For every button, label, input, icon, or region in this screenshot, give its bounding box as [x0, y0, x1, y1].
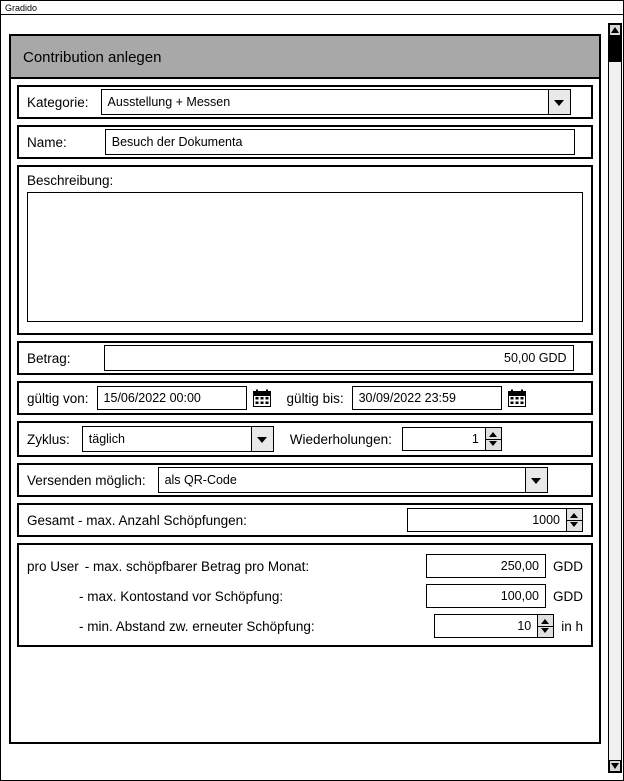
vertical-scrollbar[interactable] [608, 23, 622, 773]
field-row-name [17, 125, 593, 159]
page-title [11, 36, 599, 79]
max-kontostand-unit: GDD [553, 588, 583, 604]
chevron-down-icon[interactable] [251, 427, 273, 451]
min-abstand-value: 10 [517, 619, 532, 633]
window-titlebar [1, 1, 623, 15]
pro-user-line-1-label: - max. schöpfbarer Betrag pro Monat: [84, 558, 310, 574]
wiederholungen-value: 1 [471, 432, 479, 446]
field-row-beschreibung [17, 165, 593, 335]
gesamt-value: 1000 [532, 513, 560, 527]
name-input-value: Besuch der Dokumenta [111, 135, 243, 149]
versenden-selected-value: als QR-Code [164, 473, 237, 487]
calendar-icon-bis[interactable] [508, 389, 526, 407]
versenden-select[interactable] [158, 467, 548, 493]
versenden-label: Versenden möglich: [27, 472, 146, 488]
pro-user-line-3 [27, 611, 583, 641]
max-kontostand-input[interactable] [426, 584, 546, 608]
max-betrag-pro-monat-unit: GDD [553, 558, 583, 574]
name-label: Name: [27, 134, 67, 150]
gueltig-bis-value: 30/09/2022 23:59 [358, 391, 456, 405]
pro-user-line-1 [27, 551, 583, 581]
beschreibung-label: Beschreibung: [27, 173, 114, 188]
betrag-value: 50,00 GDD [504, 351, 567, 365]
pro-user-line-2-label: - max. Kontostand vor Schöpfung: [79, 588, 284, 604]
gueltig-von-input[interactable] [97, 386, 247, 410]
field-group-pro-user [17, 543, 593, 647]
kategorie-label: Kategorie: [27, 94, 89, 110]
field-row-gesamt [17, 503, 593, 537]
window-body [1, 16, 623, 781]
chevron-down-icon[interactable] [548, 90, 570, 114]
field-row-zyklus [17, 421, 593, 457]
field-row-betrag [17, 341, 593, 375]
gueltig-bis-input[interactable] [352, 386, 502, 410]
field-row-kategorie [17, 85, 593, 119]
stepper-arrows-icon[interactable] [537, 615, 553, 637]
beschreibung-textarea[interactable] [27, 192, 583, 322]
pro-user-line-3-label: - min. Abstand zw. erneuter Schöpfung: [79, 618, 315, 634]
name-input[interactable] [105, 129, 575, 155]
pro-user-label: pro User [27, 558, 79, 574]
page-title-label: Contribution anlegen [23, 49, 162, 66]
betrag-input[interactable] [104, 345, 574, 371]
gesamt-label: Gesamt - max. Anzahl Schöpfungen: [27, 512, 247, 528]
betrag-label: Betrag: [27, 350, 71, 366]
zyklus-selected-value: täglich [88, 432, 125, 446]
gueltig-bis-label: gültig bis: [286, 390, 344, 406]
field-row-versenden [17, 463, 593, 497]
scroll-up-arrow-icon[interactable] [609, 24, 621, 36]
gesamt-stepper[interactable] [407, 508, 583, 532]
min-abstand-stepper[interactable] [434, 614, 554, 638]
chevron-down-icon[interactable] [525, 468, 547, 492]
max-kontostand-value: 100,00 [500, 589, 539, 603]
stepper-arrows-icon[interactable] [566, 509, 582, 531]
pro-user-line-2 [27, 581, 583, 611]
window-title: Gradido [5, 3, 38, 13]
zyklus-label: Zyklus: [27, 431, 70, 447]
wiederholungen-stepper[interactable] [402, 427, 502, 451]
contribution-form-card [9, 34, 601, 744]
gueltig-von-label: gültig von: [27, 390, 89, 406]
kategorie-select[interactable] [101, 89, 571, 115]
min-abstand-unit: in h [561, 618, 583, 634]
wiederholungen-label: Wiederholungen: [289, 431, 392, 447]
gueltig-von-value: 15/06/2022 00:00 [103, 391, 201, 405]
stepper-arrows-icon[interactable] [485, 428, 501, 450]
scroll-down-arrow-icon[interactable] [609, 760, 621, 772]
kategorie-selected-value: Ausstellung + Messen [107, 95, 231, 109]
calendar-icon-von[interactable] [253, 389, 271, 407]
field-row-gueltig [17, 381, 593, 415]
max-betrag-pro-monat-input[interactable] [426, 554, 546, 578]
max-betrag-pro-monat-value: 250,00 [500, 559, 539, 573]
scrollbar-thumb[interactable] [609, 36, 621, 62]
zyklus-select[interactable] [82, 426, 274, 452]
